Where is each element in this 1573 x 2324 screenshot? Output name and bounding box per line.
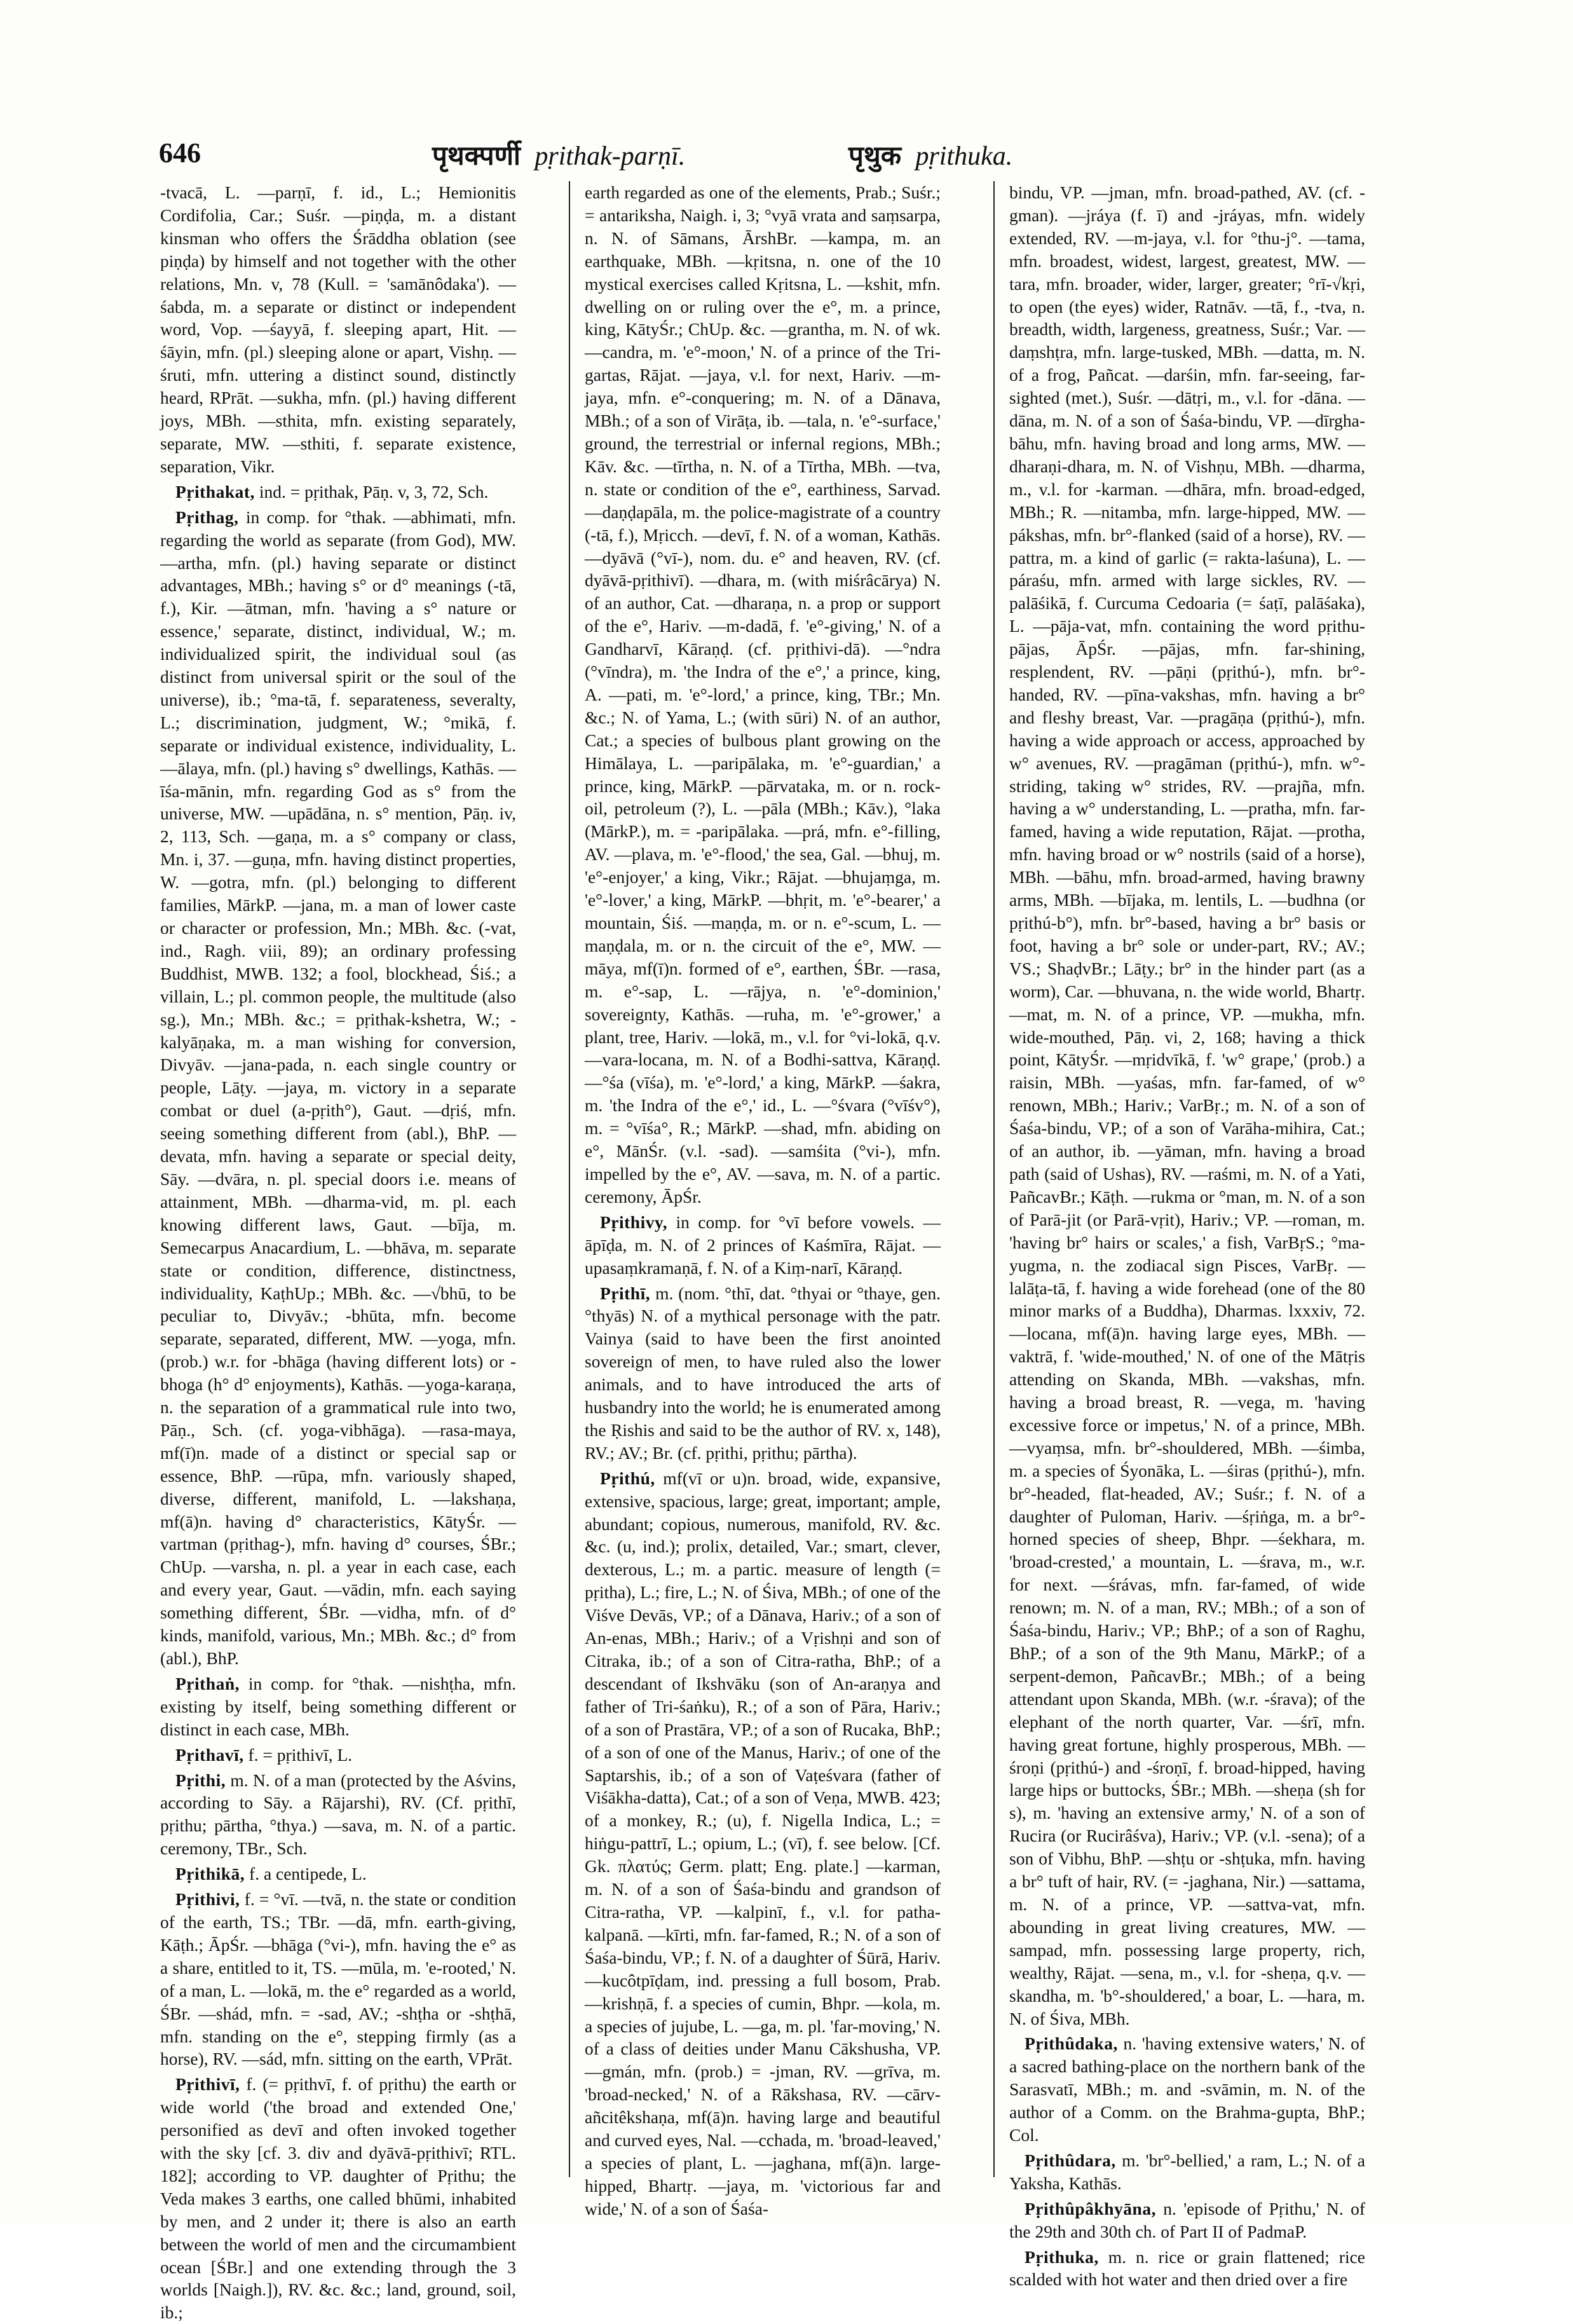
dictionary-entry bbox=[585, 1467, 941, 2220]
running-header bbox=[159, 137, 1424, 181]
left-headword-devanagari: पृथक्पर्णी bbox=[432, 142, 521, 171]
entry-headword: Pṛithuka, bbox=[1025, 2246, 1099, 2267]
dictionary-entry bbox=[585, 1211, 941, 1280]
entry-definition: m. N. of a man (protected by the Aśvins, according to Sāy. a Rājarshi), RV. (Cf. pṛithī, pṛithu; pārtha, °thya.) —sava, m. N. of a partic. ceremony, TBr., Sch. bbox=[160, 1770, 517, 1859]
entry-headword: Pṛithi, bbox=[175, 1770, 226, 1790]
column-divider bbox=[993, 181, 995, 2177]
column-divider bbox=[569, 181, 570, 2177]
entry-headword: Pṛithûpâkhyāna, bbox=[1025, 2198, 1156, 2218]
entry-definition: -tvacā, L. —parṇī, f. id., L.; Hemionitis Cordifolia, Car.; Suśr. —piṇḍa, m. a distant kinsman who offers the Śrāddha oblation (see piṇḍa) by himself and not together with the other relations, Mn. v, 78 (Kull. = 'samānôdaka'). —śabda, m. a separate or distinct or independent word, Vop. —śayyā, f. sleeping apart, Hit. —śāyin, mfn. (pl.) sleeping alone or apart, Vishṇ. —śruti, mfn. uttering a distinct sound, distinctly heard, RPrāt. —sukha, mfn. (pl.) having different joys, MBh. —sthita, mfn. existing separately, separate, MW. —sthiti, f. separate existence, separation, Vikr. bbox=[160, 182, 516, 476]
text-column-3 bbox=[1009, 181, 1366, 2290]
right-headword-roman: pṛithuka. bbox=[915, 142, 1013, 171]
entry-definition: mf(vī or u)n. broad, wide, expansive, extensive, spacious, large; great, important; ample, abundant; copious, numerous, manifold, RV. &c. &c. (u, ind.); prolix, detailed, Var.; smart, clever, dexterous, L.; m. a partic. measure of length (= pṛitha), L.; fire, L.; N. of Śiva, MBh.; of one of the Viśve Devās, VP.; of a Dānava, Hariv.; of a son of An-enas, MBh.; Hariv.; of a Vṛishṇi and son of Citraka, ib.; of a son of Citra-ratha, BhP.; of a descendant of Ikshvāku (son of An-araṇya and father of Tri-śaṅku), R.; of a son of Pāra, Hariv.; of a son of Prastāra, VP.; of a son of Rucaka, BhP.; of a son of one of the Manus, Hariv.; of one of the Saptarshis, ib.; of a son of Vaṭeśvara (father of Viśākha-datta), Cat.; of a son of Veṇa, MWB. 423; of a monkey, R.; (u), f. Nigella Indica, L.; = hiṅgu-pattrī, L.; opium, L.; (vī), f. see below. [Cf. Gk. πλατύς; Germ. platt; Eng. plate.] —karman, m. N. of a son of Śaśa-bindu and grandson of Citra-ratha, VP. —kalpinī, f., v.l. for patha-kalpanā. —kīrti, mfn. far-famed, R.; N. of a son of Śaśa-bindu, VP.; f. N. of a daughter of Śūrā, Hariv. —kucôtpīḍam, ind. pressing a full bosom, Prab. —krishṇā, f. a species of cumin, Bhpr. —kola, m. a species of jujube, L. —ga, m. pl. 'far-moving,' N. of a class of deities under Manu Cākshusha, VP. —gmán, mfn. (prob.) = -jman, RV. —grīva, m. 'broad-necked,' N. of a Rākshasa, RV. —cārv-añcitêkshaṇa, mf(ā)n. having large and beautiful and curved eyes, Nal. —cchada, m. 'broad-leaved,' a species of plant, L. —jaghana, mf(ā)n. large-hipped, Bhartṛ. —jaya, m. 'victorious far and wide,' N. of a son of Śaśa- bbox=[585, 1468, 941, 2218]
entry-headword: Pṛithaṅ, bbox=[175, 1673, 240, 1693]
entry-definition: m. 'br°-bellied,' a ram, L.; N. of a Yaksha, Kathās. bbox=[1009, 2150, 1366, 2193]
entry-definition: m. (nom. °thī, dat. °thyai or °thaye, gen. °thyās) N. of a mythical personage with the patr. Vainya (said to have been the first anointed sovereign of men, to have ruled also the lower animals, and to have introduced the arts of husbandry into the world; he is enumerated among the Ṛishis and said to be the author of RV. x, 148), RV.; AV.; Br. (cf. pṛithi, pṛithu; pārtha). bbox=[585, 1283, 941, 1463]
dictionary-entry bbox=[160, 1863, 516, 1885]
entry-headword: Pṛithī, bbox=[600, 1283, 651, 1303]
entry-definition: bindu, VP. —jman, mfn. broad-pathed, AV. (cf. -gman). —jráya (f. ī) and -jráyas, mfn. widely extended, RV. —m-jaya, v.l. for °thu-j°. —tama, mfn. broadest, widest, largest, greatest, MW. —tara, mfn. broader, wider, larger, greater; °rī-√kṛi, to open (the eyes) wider, Ratnāv. —tā, f., -tva, n. breadth, width, largeness, greatness, Suśr.; Var. —daṃshṭra, mfn. large-tusked, MBh. —datta, m. N. of a frog, Pañcat. —darśin, mfn. far-seeing, far-sighted (met.), Suśr. —dātṛi, m., v.l. for -dāna. —dāna, m. N. of a son of Śaśa-bindu, VP. —dīrgha-bāhu, mfn. having broad and long arms, MW. —dharaṇi-dhara, m. N. of Vishṇu, MBh. —dharma, m., v.l. for -karman. —dhāra, mfn. broad-edged, MBh.; R. —nitamba, mfn. large-hipped, MW. —pákshas, mfn. br°-flanked (said of a horse), RV. —pattra, m. a kind of garlic (= rakta-laśuna), L. —páraśu, mfn. armed with large sickles, RV. —palāśikā, f. Curcuma Cedoaria (= śaṭī, palāśaka), L. —pāja-vat, mfn. containing the word pṛithu-pājas, ĀpŚr. —pājas, mfn. far-shining, resplendent, RV. —pāṇi (pṛithú-), mfn. br°-handed, RV. —pīna-vakshas, mfn. having a br° and fleshy breast, Var. —pragāṇa (pṛithú-), mfn. having a wide approach or access, approached by w° avenues, RV. —pragāman (pṛithú-), mfn. w°-striding, taking w° strides, RV. —prajña, mfn. having a w° understanding, L. —pratha, mfn. far-famed, having a wide reputation, Rājat. —protha, mfn. having broad or w° nostrils (said of a horse), MBh. —bāhu, mfn. broad-armed, having brawny arms, MBh. —bījaka, m. lentils, L. —budhna (or pṛithú-b°), mfn. br°-based, having a br° basis or foot, having a br° sole or under-part, RV.; AV.; VS.; ShaḍvBr.; Lāṭy.; br° in the hinder part (as a worm), Car. —bhuvana, n. the wide world, Bhartṛ. —mat, m. N. of a prince, VP. —mukha, mfn. wide-mouthed, Pāṇ. vi, 2, 168; having a thick point, KātyŚr. —mṛidvīkā, f. 'w° grape,' (prob.) a raisin, MBh. —yaśas, mfn. far-famed, of w° renown, MBh.; Hariv.; VarBṛ.; m. N. of a son of Śaśa-bindu, VP.; of a son of Varāha-mihira, Cat.; of an author, ib. —yāman, mfn. having a broad path (said of Ushas), RV. —raśmi, m. N. of a Yati, PañcavBr.; Kāṭh. —rukma or °man, m. N. of a son of Parā-jit (or Parā-vṛit), Hariv.; VP. —roman, m. 'having br° hairs or scales,' a fish, VarBṛS.; °ma-yugma, n. the zodiacal sign Pisces, VarBṛ. —lalāṭa-tā, f. having a wide forehead (one of the 80 minor marks of a Buddha), Dharmas. lxxxiv, 72. —locana, mf(ā)n. having large eyes, MBh. —vaktrā, f. 'wide-mouthed,' N. of one of the Mātṛis attending on Skanda, MBh. —vakshas, mfn. having a broad breast, R. —vega, m. 'having excessive force or impetus,' N. of a prince, MBh. —vyaṃsa, mfn. br°-shouldered, MBh. —śimba, m. a species of Śyonāka, L. —śiras (pṛithú-), mfn. br°-headed, flat-headed, AV.; Suśr.; f. N. of a daughter of Puloman, Hariv. —śṛiṅga, m. a br°-horned species of sheep, Bhpr. —śekhara, m. 'broad-crested,' a mountain, L. —śrava, m., w.r. for next. —śrávas, mfn. far-famed, of wide renown; m. N. of a man, RV.; MBh.; of a son of Śaśa-bindu, Hariv.; VP.; BhP.; of a son of Raghu, BhP.; of a son of the 9th Manu, MārkP.; of a serpent-demon, PañcavBr.; MBh.; of a being attendant upon Skanda, MBh. (w.r. -śrava); of the elephant of the north quarter, Var. —śrī, mfn. having great fortune, highly prosperous, MBh. —śroṇi (pṛithú-) and -śroṇī, f. broad-hipped, having large hips or buttocks, ŚBr.; MBh. —sheṇa (sh for s), m. 'having an extensive army,' N. of a son of Rucira (or Rucirâśva), Hariv.; VP. (v.l. -sena); of a son of Vibhu, BhP. —shṭu or -shṭuka, mfn. having a br° tuft of hair, RV. (= -jaghana, Nir.) —sattama, m. N. of a prince, VP. —sattva-vat, mfn. abounding in great living creatures, MW. —sampad, mfn. possessing large property, rich, wealthy, Rājat. —sena, m., v.l. for -sheṇa, q.v. —skandha, m. 'b°-shouldered,' a boar, L. —hara, m. N. of Śiva, MBh. bbox=[1009, 182, 1365, 2028]
dictionary-entry bbox=[1009, 2198, 1365, 2243]
dictionary-entry bbox=[160, 181, 516, 478]
right-headword-devanagari: पृथुक bbox=[848, 142, 901, 171]
entry-headword: Pṛithavī, bbox=[175, 1744, 244, 1765]
dictionary-entry bbox=[1009, 2246, 1365, 2292]
entry-headword: Pṛithûdara, bbox=[1025, 2150, 1116, 2170]
right-running-headword bbox=[848, 137, 1012, 173]
entry-definition: f. a centipede, L. bbox=[249, 1864, 367, 1884]
entry-headword: Pṛithú, bbox=[600, 1468, 655, 1488]
entry-definition: f. (= pṛithvī, f. of pṛithu) the earth or wide world ('the broad and extended One,' personified as devī and often invoked together with the sky [cf. 3. div and dyāvā-pṛithivī; RTL. 182]; according to VP. daughter of Pṛithu; the Veda makes 3 earths, one called bhūmi, inhabited by men, and 2 under it; there is also an earth between the world of men and the circumambient ocean [ŚBr.] and one extending through the 3 worlds [Naigh.]), RV. &c. &c.; land, ground, soil, ib.; bbox=[160, 2074, 517, 2323]
dictionary-entry bbox=[1009, 2149, 1365, 2195]
dictionary-entry bbox=[160, 481, 516, 503]
dictionary-entry bbox=[160, 506, 516, 1670]
entry-definition: earth regarded as one of the elements, Prab.; Suśr.; = antariksha, Naigh. i, 3; °vyā vrata and saṃsarpa, n. N. of Sāmans, ĀrshBr. —kampa, m. an earthquake, MBh. —kṛitsna, n. one of the 10 mystical exercises called Kṛitsna, L. —kshit, mfn. dwelling on or ruling over the e°, m. a prince, king, KātyŚr.; ChUp. &c. —grantha, m. N. of wk. —candra, m. 'e°-moon,' N. of a prince of the Tri-gartas, Rājat. —jaya, v.l. for next, Hariv. —m-jaya, mfn. e°-conquering; m. N. of a Dānava, MBh.; of a son of Virāṭa, ib. —tala, n. 'e°-surface,' ground, the terrestrial or infernal regions, MBh.; Kāv. &c. —tīrtha, n. N. of a Tīrtha, MBh. —tva, n. state or condition of the e°, earthiness, Sarvad. —daṇḍapāla, m. the police-magistrate of a country (-tā, f.), Mṛicch. —devī, f. N. of a woman, Kathās. —dyāvā (°vī-), nom. du. e° and heaven, RV. (cf. dyāvā-pṛithivī). —dhara, m. (with miśrâcārya) N. of an author, Cat. —dharaṇa, n. a prop or support of the e°, Hariv. —m-dadā, f. 'e°-giving,' N. of a Gandharvī, Kāraṇḍ. (cf. pṛithivi-dā). —°ndra (°vīndra), m. 'the Indra of the e°,' a prince, king, A. —pati, m. 'e°-lord,' a prince, king, TBr.; Mn. &c.; N. of Yama, L.; (with sūri) N. of an author, Cat.; a species of bulbous plant growing on the Himālaya, L. —paripālaka, m. 'e°-guardian,' a prince, king, MārkP. —pārvataka, m. or n. rock-oil, petroleum (?), L. —pāla (MBh.; Kāv.), °laka (MārkP.), m. = -paripālaka. —prá, mfn. e°-filling, AV. —plava, m. 'e°-flood,' the sea, Gal. —bhuj, m. 'e°-enjoyer,' a king, Vikr.; Rājat. —bhujaṃga, m. 'e°-lover,' a king, MārkP. —bhṛit, m. 'e°-bearer,' a mountain, Śiś. —maṇḍa, m. or n. e°-scum, L. —maṇḍala, m. or n. the circuit of the e°, MW. —māya, mf(ī)n. formed of e°, earthen, ŚBr. —rasa, m. e°-sap, L. —rājya, n. 'e°-dominion,' sovereignty, Kathās. —ruha, m. 'e°-grower,' a plant, tree, Hariv. —lokā, m., v.l. for °vi-lokā, q.v. —vara-locana, m. N. of a Bodhi-sattva, Kāraṇḍ. —°śa (vīśa), m. 'e°-lord,' a king, MārkP. —śakra, m. 'the Indra of the e°,' id., L. —°śvara (°vīśv°), m. = °vīśa°, R.; MārkP. —shad, mfn. abiding on e°, MānŚr. (v.l. -sad). —samśita (°vi-), mfn. impelled by the e°, AV. —sava, m. N. of a partic. ceremony, ĀpŚr. bbox=[585, 182, 941, 1206]
dictionary-entry bbox=[585, 1282, 941, 1465]
dictionary-entry bbox=[160, 2073, 516, 2324]
entry-headword: Pṛithûdaka, bbox=[1025, 2033, 1118, 2054]
dictionary-entry bbox=[160, 1744, 516, 1767]
entry-headword: Pṛithivi, bbox=[175, 1889, 240, 1910]
entry-definition: in comp. for °thak. —nishṭha, mfn. existing by itself, being something different or distinct in each case, MBh. bbox=[160, 1673, 516, 1739]
entry-definition: n. 'having extensive waters,' N. of a sacred bathing-place on the northern bank of the Sarasvatī, MBh.; m. and -svāmin, m. N. of the author of a Comm. on the Brahma-gupta, BhP.; Col. bbox=[1009, 2033, 1365, 2145]
entry-definition: m. n. rice or grain flattened; rice scalded with hot water and then dried over a fire bbox=[1009, 2246, 1366, 2290]
text-column-1 bbox=[160, 181, 517, 2323]
entry-definition: in comp. for °thak. —abhimati, mfn. regarding the world as separate (from God), MW. —artha, mfn. (pl.) having separate or distinct advantages, MBh.; having s° or d° meanings (-tā, f.), Kir. —ātman, mfn. 'having a s° nature or essence,' separate, distinct, individual, W.; m. individualized spirit, the individual soul (as distinct from universal spirit or the soul of the universe), ib.; °ma-tā, f. separateness, severalty, L.; discrimination, judgment, W.; °mikā, f. separate or individual existence, individuality, L. —ālaya, mfn. (pl.) having s° dwellings, Kathās. —īśa-mānin, mfn. regarding God as s° from the universe, MW. —upādāna, n. s° mention, Pāṇ. iv, 2, 113, Sch. —gaṇa, m. a s° company or class, Mn. i, 37. —guṇa, mfn. having distinct properties, W. —gotra, mfn. (pl.) belonging to different families, MārkP. —jana, m. a man of lower caste or character or profession, Mn.; MBh. &c. (-vat, ind., Ragh. viii, 89); an ordinary professing Buddhist, MWB. 132; a fool, blockhead, Śiś.; a villain, L.; pl. common people, the multitude (also sg.), Mn.; MBh. &c.; = pṛithak-kshetra, W.; -kalyāṇaka, m. a man wishing for conversion, Divyāv. —jana-pada, n. each single country or people, Lāṭy. —jaya, m. victory in a separate combat or duel (a-pṛith°), Gaut. —dṛiś, mfn. seeing something different from (abl.), BhP. —devata, mfn. having a separate or special deity, Sāy. —dvāra, n. pl. special doors i.e. means of attainment, MBh. —dharma-vid, m. pl. each knowing different laws, Gaut. —bīja, m. Semecarpus Anacardium, L. —bhāva, m. separate state or condition, difference, distinctness, individuality, KaṭhUp.; MBh. &c. —√bhū, to be peculiar to, Divyāv.; -bhūta, mfn. become separate, separated, different, MW. —yoga, mfn. (prob.) w.r. for -bhāga (having different lots) or -bhoga (h° d° enjoyments), Kathās. —yoga-karaṇa, n. the separation of a grammatical rule into two, Pāṇ., Sch. (cf. yoga-vibhāga). —rasa-maya, mf(ī)n. made of a distinct or special sap or essence, BhP. —rūpa, mfn. variously shaped, diverse, different, manifold, L. —lakshaṇa, mf(ā)n. having d° characteristics, KātyŚr. —vartman (pṛithag-), mfn. having d° courses, ŚBr.; ChUp. —varsha, n. pl. a year in each case, each and every year, Gaut. —vādin, mfn. each saying something different, ŚBr. —vidha, mfn. of d° kinds, manifold, various, Mn.; MBh. &c.; d° from (abl.), BhP. bbox=[160, 507, 517, 1668]
text-column-2 bbox=[585, 181, 941, 2218]
entry-definition: f. = °vī. —tvā, n. the state or condition of the earth, TS.; TBr. —dā, mfn. earth-giving, Kāṭh.; ĀpŚr. —bhāga (°vi-), mfn. having the e° as a share, entitled to it, TS. —mūla, m. 'e-rooted,' N. of a man, L. —lokā, m. the e° regarded as a world, ŚBr. —shád, mfn. = -sad, AV.; -shṭha or -shṭhā, mfn. standing on the e°, stepping firmly (as a horse), RV. —sád, mfn. sitting on the earth, VPrāt. bbox=[160, 1889, 517, 2069]
dictionary-entry bbox=[1009, 2032, 1365, 2147]
left-headword-roman: pṛithak-parṇī. bbox=[535, 142, 686, 171]
entry-headword: Pṛithakat, bbox=[175, 481, 255, 502]
dictionary-entry bbox=[160, 1769, 516, 1861]
entry-headword: Pṛithikā, bbox=[175, 1864, 245, 1884]
entry-definition: n. 'episode of Pṛithu,' N. of the 29th and 30th ch. of Part II of PadmaP. bbox=[1009, 2198, 1365, 2241]
dictionary-entry bbox=[585, 181, 941, 1208]
dictionary-entry bbox=[160, 1888, 516, 2070]
entry-definition: in comp. for °vī before vowels. —āpīḍa, m. N. of 2 princes of Kaśmīra, Rājat. —upasaṃkramaṇā, f. N. of a Kiṃ-narī, Kāraṇḍ. bbox=[585, 1212, 941, 1278]
dictionary-entry bbox=[160, 1672, 516, 1741]
entry-headword: Pṛithivī, bbox=[175, 2074, 240, 2095]
entry-definition: ind. = pṛithak, Pāṇ. v, 3, 72, Sch. bbox=[259, 481, 489, 502]
left-running-headword bbox=[432, 137, 685, 173]
dictionary-entry bbox=[1009, 181, 1365, 2030]
entry-headword: Pṛithivy, bbox=[600, 1212, 668, 1232]
page-number: 646 bbox=[159, 137, 201, 168]
entry-definition: f. = pṛithivī, L. bbox=[248, 1744, 353, 1765]
entry-headword: Pṛithag, bbox=[175, 507, 239, 527]
